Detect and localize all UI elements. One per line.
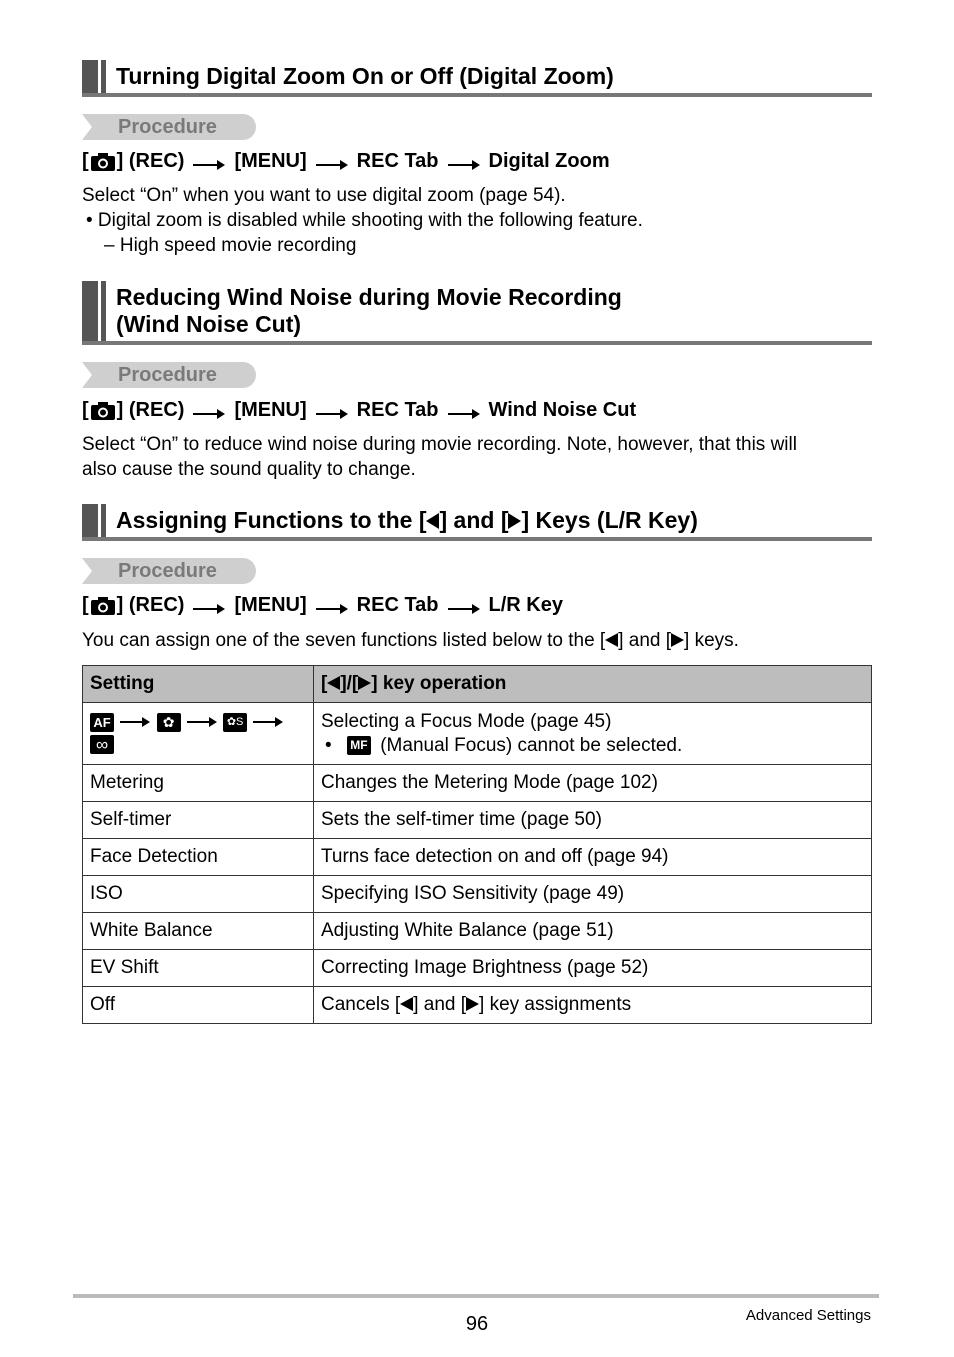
table-row: ISO Specifying ISO Sensitivity (page 49) bbox=[83, 876, 872, 913]
header-key-operation: [ ]/[ ] key operation bbox=[314, 666, 872, 703]
body-text: Select “On” to reduce wind noise during movie recording. Note, however, that this will bbox=[82, 434, 797, 455]
section-title-line1: Reducing Wind Noise during Movie Recording bbox=[116, 284, 622, 310]
menu-path-1: [ ] (REC) [MENU] REC Tab Digital Zoom bbox=[82, 150, 610, 172]
arrow-right-icon bbox=[315, 404, 349, 418]
macro-icon: ✿ bbox=[157, 713, 181, 732]
triangle-left-icon bbox=[426, 513, 439, 529]
section-title: Turning Digital Zoom On or Off (Digital Zoom) bbox=[116, 63, 614, 89]
arrow-right-icon bbox=[447, 155, 481, 169]
section-wind-noise-header bbox=[82, 281, 872, 345]
procedure-label-1: Procedure bbox=[82, 114, 256, 140]
super-macro-icon: ✿S bbox=[223, 713, 247, 732]
procedure-label-3: Procedure bbox=[82, 558, 256, 584]
sub-bullet-text: – High speed movie recording bbox=[104, 235, 357, 256]
triangle-left-icon bbox=[605, 633, 618, 647]
camera-icon bbox=[90, 596, 116, 616]
page-number: 96 bbox=[465, 1313, 489, 1335]
arrow-right-icon bbox=[447, 599, 481, 613]
arrow-right-icon bbox=[315, 155, 349, 169]
focus-mode-description: Selecting a Focus Mode (page 45) • MF (Manual Focus) cannot be selected. bbox=[314, 703, 872, 765]
arrow-right-icon bbox=[252, 716, 284, 728]
mf-icon: MF bbox=[347, 736, 371, 755]
section-digital-zoom-header bbox=[82, 60, 872, 98]
procedure-label-2: Procedure bbox=[82, 362, 256, 388]
arrow-right-icon bbox=[192, 155, 226, 169]
section-title-line2: (Wind Noise Cut) bbox=[116, 311, 302, 337]
table-row bbox=[83, 703, 872, 765]
triangle-right-icon bbox=[671, 633, 684, 647]
focus-mode-icons bbox=[83, 703, 314, 765]
table-row: Face Detection Turns face detection on and off (page 94) bbox=[83, 839, 872, 876]
arrow-right-icon bbox=[186, 716, 218, 728]
lr-key-table bbox=[82, 665, 872, 1024]
table-row: EV Shift Correcting Image Brightness (page 52) bbox=[83, 950, 872, 987]
triangle-right-icon bbox=[466, 997, 479, 1011]
footer-section-name: Advanced Settings bbox=[745, 1307, 871, 1324]
body-text: also cause the sound quality to change. bbox=[82, 459, 416, 480]
body-text: Select “On” when you want to use digital zoom (page 54). bbox=[82, 185, 566, 206]
arrow-right-icon bbox=[192, 404, 226, 418]
section-lr-key-header bbox=[82, 504, 872, 542]
menu-path-3: [ ] (REC) [MENU] REC Tab L/R Key bbox=[82, 594, 563, 616]
table-row: Self-timer Sets the self-timer time (page 50) bbox=[83, 802, 872, 839]
bullet-text: • Digital zoom is disabled while shooting with the following feature. bbox=[86, 210, 643, 231]
menu-path-2: [ ] (REC) [MENU] REC Tab Wind Noise Cut bbox=[82, 399, 637, 421]
camera-icon bbox=[90, 401, 116, 421]
table-row: White Balance Adjusting White Balance (page 51) bbox=[83, 913, 872, 950]
header-setting: Setting bbox=[83, 666, 314, 703]
footer-rule bbox=[73, 1294, 879, 1298]
arrow-right-icon bbox=[315, 599, 349, 613]
triangle-left-icon bbox=[400, 997, 413, 1011]
arrow-right-icon bbox=[447, 404, 481, 418]
arrow-right-icon bbox=[192, 599, 226, 613]
table-header-row bbox=[83, 666, 872, 703]
table-row: Metering Changes the Metering Mode (page 102) bbox=[83, 765, 872, 802]
arrow-right-icon bbox=[119, 716, 151, 728]
section-title: Assigning Functions to the [ ] and [ ] Keys (L/R Key) bbox=[116, 507, 698, 533]
camera-icon bbox=[90, 152, 116, 172]
triangle-right-icon bbox=[508, 513, 521, 529]
af-icon: AF bbox=[90, 713, 114, 732]
triangle-right-icon bbox=[358, 676, 371, 690]
triangle-left-icon bbox=[327, 676, 340, 690]
table-row: Off Cancels [ ] and [ ] key assignments bbox=[83, 987, 872, 1024]
infinity-icon: ∞ bbox=[90, 735, 114, 754]
body-text: You can assign one of the seven functions listed below to the [ ] and [ ] keys. bbox=[82, 630, 739, 651]
